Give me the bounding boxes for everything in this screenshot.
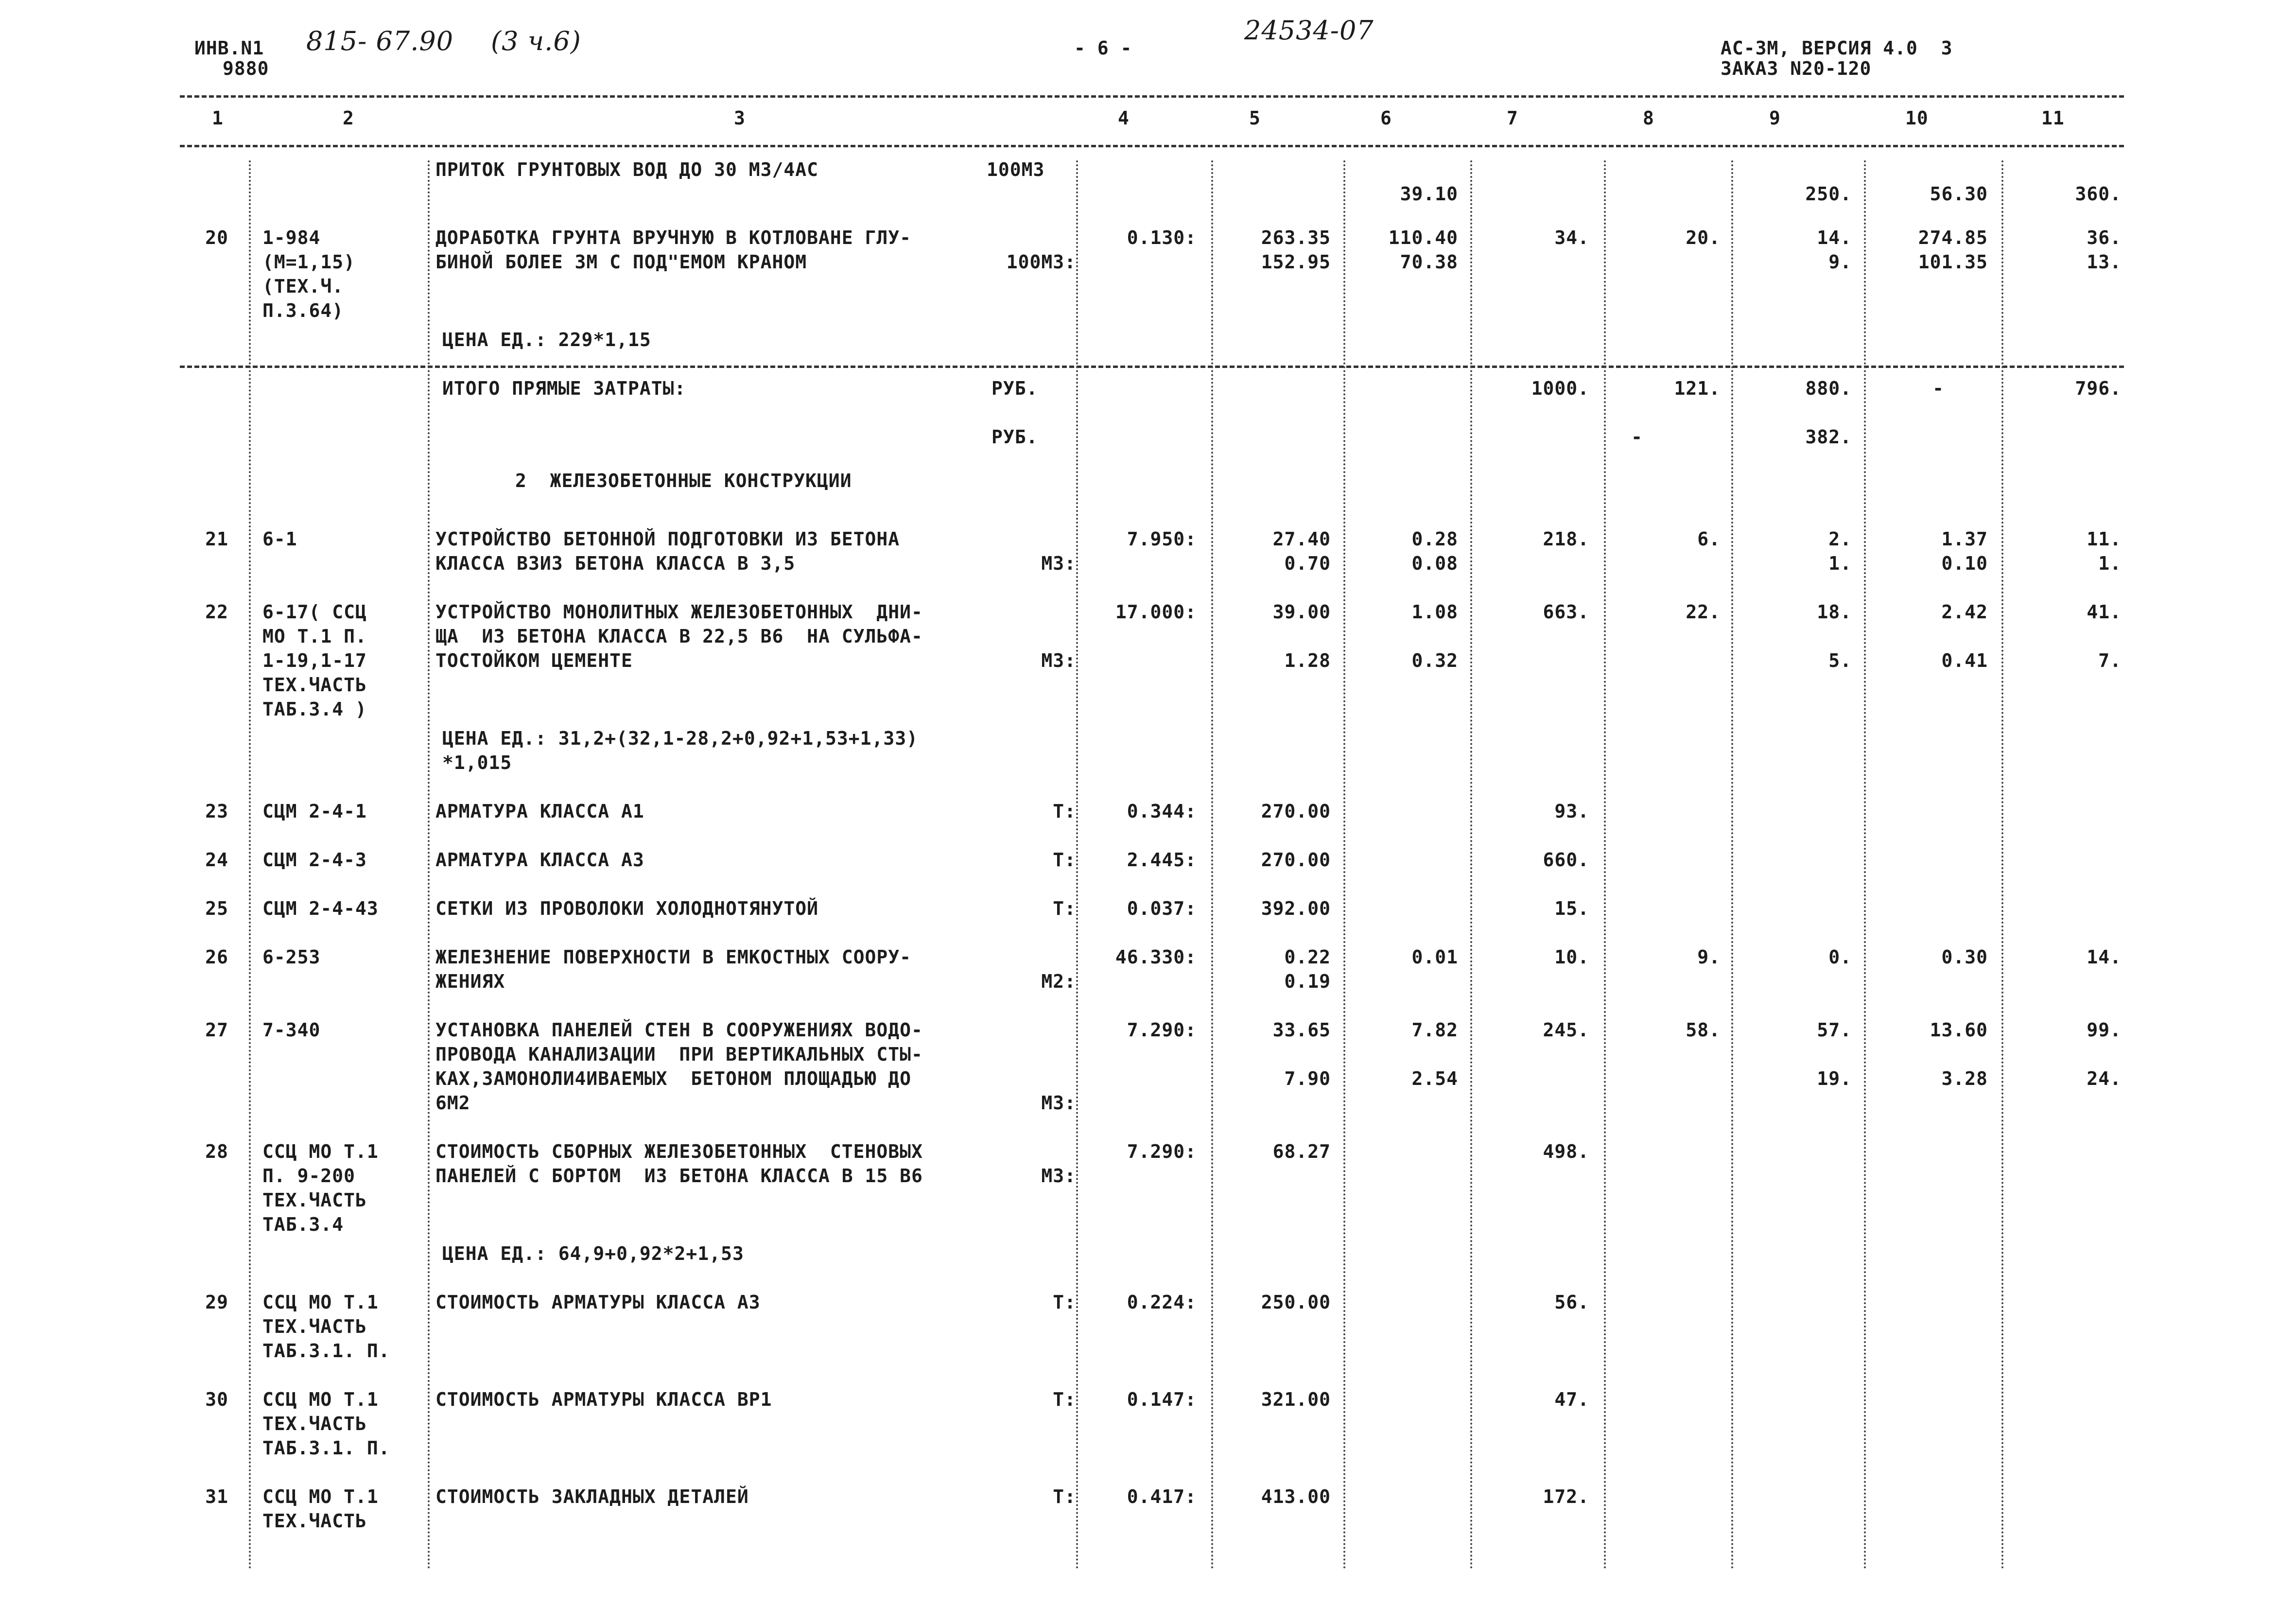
order-number: ЗАКАЗ N20-120 — [1721, 58, 1872, 79]
row-unit: Т: — [1053, 1486, 1076, 1507]
cell-c7: 34. — [1554, 227, 1589, 248]
row-code: СЦМ 2-4-3 — [262, 849, 367, 871]
row-code: П.3.64) — [262, 300, 344, 321]
cell-qty: 46.330: — [1115, 946, 1197, 968]
cell-c5: 39.00 — [1272, 601, 1331, 623]
cell-qty: 0.130: — [1127, 227, 1197, 248]
cell-c11: 11. — [2087, 528, 2122, 550]
column-header-11: 11 — [2041, 107, 2065, 129]
column-header-3: 3 — [734, 107, 746, 129]
totals-unit: РУБ. — [991, 378, 1038, 399]
row-unit: М3: — [1041, 1165, 1076, 1187]
cell-c11: 14. — [2087, 946, 2122, 968]
row-code: П. 9-200 — [262, 1165, 356, 1187]
column-separator — [1211, 160, 1216, 1570]
row-unit: Т: — [1053, 849, 1076, 871]
cell-c10-wage: 3.28 — [1941, 1068, 1988, 1089]
row-number: 20 — [205, 227, 228, 248]
cell-c11-wage: 24. — [2087, 1068, 2122, 1089]
row-code: МО Т.1 П. — [262, 626, 367, 647]
page-number: - 6 - — [1074, 37, 1132, 59]
row-text: ДОРАБОТКА ГРУНТА ВРУЧНУЮ В КОТЛОВАНЕ ГЛУ- — [435, 227, 911, 248]
cell-c11-wage: 1. — [2098, 553, 2122, 574]
cell-c6: 0.01 — [1411, 946, 1458, 968]
cell-c5: 270.00 — [1261, 801, 1331, 822]
column-separator — [1604, 160, 1609, 1570]
handwritten-code: 815- 67.90 — [306, 26, 454, 56]
totals-label: ИТОГО ПРЯМЫЕ ЗАТРАТЫ: — [442, 378, 686, 399]
row-text: УСТАНОВКА ПАНЕЛЕЙ СТЕН В СООРУЖЕНИЯХ ВОДО- — [435, 1019, 923, 1041]
cell-c10: 274.85 — [1918, 227, 1988, 248]
row-code: 7-340 — [262, 1019, 321, 1041]
cell-qty: 0.037: — [1127, 898, 1197, 919]
column-separator — [249, 160, 254, 1570]
row-number: 24 — [205, 849, 228, 871]
row-code: ССЦ МО Т.1 — [262, 1292, 379, 1313]
cell-c7: 663. — [1543, 601, 1589, 623]
cell-qty: 7.950: — [1127, 528, 1197, 550]
cell-c5-wage: 0.70 — [1284, 553, 1331, 574]
cell-c5-wage: 152.95 — [1261, 251, 1331, 273]
cell-c5: 321.00 — [1261, 1389, 1331, 1410]
cell-c10-wage: 101.35 — [1918, 251, 1988, 273]
cell-c9: 14. — [1817, 227, 1852, 248]
handwritten-doc-number: 24534-07 — [1244, 15, 1374, 46]
cell-c9: 57. — [1817, 1019, 1852, 1041]
row-text: ТОСТОЙКОМ ЦЕМЕНТЕ — [435, 650, 633, 671]
row-text: ПРИТОК ГРУНТОВЫХ ВОД ДО 30 М3/4АС — [435, 159, 818, 180]
cell-c7: 172. — [1543, 1486, 1589, 1507]
column-header-8: 8 — [1643, 107, 1654, 129]
cell-c11-wage: 13. — [2087, 251, 2122, 273]
column-separator — [1470, 160, 1475, 1570]
cell-c6-wage: 0.32 — [1411, 650, 1458, 671]
totals-rule — [180, 366, 2124, 368]
cell-c11: 41. — [2087, 601, 2122, 623]
cell-c10: 0.30 — [1941, 946, 1988, 968]
cell-qty: 0.224: — [1127, 1292, 1197, 1313]
row-code: ТАБ.3.4 — [262, 1214, 344, 1235]
cell-c10: 56.30 — [1930, 183, 1988, 205]
cell-c6: 1.08 — [1411, 601, 1458, 623]
cell-qty: 0.417: — [1127, 1486, 1197, 1507]
cell-c5-wage: 1.28 — [1284, 650, 1331, 671]
cell-c10-wage: 0.10 — [1941, 553, 1988, 574]
row-text: СТОИМОСТЬ СБОРНЫХ ЖЕЛЕЗОБЕТОННЫХ СТЕНОВЫХ — [435, 1141, 923, 1162]
row-text: СТОИМОСТЬ АРМАТУРЫ КЛАССА А3 — [435, 1292, 761, 1313]
totals-c8: 121. — [1674, 378, 1721, 399]
cell-c6-wage: 70.38 — [1400, 251, 1458, 273]
column-separator — [1076, 160, 1081, 1570]
cell-c5: 27.40 — [1272, 528, 1331, 550]
row-text: КАХ,ЗАМОНОЛИ4ИВАЕМЫХ БЕТОНОМ ПЛОЩАДЬЮ ДО — [435, 1068, 911, 1089]
inv-label: ИНВ.N1 — [194, 37, 264, 59]
row-code: ТЕХ.ЧАСТЬ — [262, 1413, 367, 1434]
row-text: АРМАТУРА КЛАССА А3 — [435, 849, 644, 871]
unit-price: *1,015 — [442, 752, 512, 773]
cell-c9-wage: 19. — [1817, 1068, 1852, 1089]
totals-c10: - — [1932, 378, 1944, 399]
cell-c8: 9. — [1697, 946, 1721, 968]
row-text: ПРОВОДА КАНАЛИЗАЦИИ ПРИ ВЕРТИКАЛЬНЫХ СТЫ- — [435, 1044, 923, 1065]
row-code: ТЕХ.ЧАСТЬ — [262, 1316, 367, 1337]
row-code: СЦМ 2-4-1 — [262, 801, 367, 822]
cell-c6: 0.28 — [1411, 528, 1458, 550]
cell-c6: 39.10 — [1400, 183, 1458, 205]
row-text: БИНОЙ БОЛЕЕ 3М С ПОД"ЕМОМ КРАНОМ — [435, 251, 807, 273]
row-number: 22 — [205, 601, 228, 623]
column-header-1: 1 — [212, 107, 224, 129]
cell-c7: 660. — [1543, 849, 1589, 871]
column-separator — [1864, 160, 1869, 1570]
column-header-10: 10 — [1905, 107, 1929, 129]
row-code: СЦМ 2-4-43 — [262, 898, 379, 919]
row-text: АРМАТУРА КЛАССА А1 — [435, 801, 644, 822]
row-number: 28 — [205, 1141, 228, 1162]
cell-qty: 7.290: — [1127, 1019, 1197, 1041]
cell-qty: 0.147: — [1127, 1389, 1197, 1410]
row-number: 27 — [205, 1019, 228, 1041]
cell-c9-wage: 9. — [1828, 251, 1852, 273]
row-code: ССЦ МО Т.1 — [262, 1486, 379, 1507]
totals-c11: 796. — [2075, 378, 2122, 399]
row-unit: М2: — [1041, 971, 1076, 992]
section-title: 2 ЖЕЛЕЗОБЕТОННЫЕ КОНСТРУКЦИИ — [515, 470, 852, 491]
row-text: СЕТКИ ИЗ ПРОВОЛОКИ ХОЛОДНОТЯНУТОЙ — [435, 898, 818, 919]
row-code: ТЕХ.ЧАСТЬ — [262, 1510, 367, 1532]
cell-c8: 58. — [1686, 1019, 1721, 1041]
cell-c5: 250.00 — [1261, 1292, 1331, 1313]
cell-c8: 20. — [1686, 227, 1721, 248]
row-text: СТОИМОСТЬ АРМАТУРЫ КЛАССА ВР1 — [435, 1389, 772, 1410]
column-separator — [1343, 160, 1348, 1570]
totals-unit-2: РУБ. — [991, 426, 1038, 448]
cell-c9-wage: 5. — [1828, 650, 1852, 671]
column-separator — [428, 160, 433, 1570]
column-header-2: 2 — [343, 107, 354, 129]
row-code: 6-1 — [262, 528, 297, 550]
cell-c5: 263.35 — [1261, 227, 1331, 248]
handwritten-part: (3 ч.6) — [491, 26, 581, 56]
cell-c10: 13.60 — [1930, 1019, 1988, 1041]
cell-c11: 36. — [2087, 227, 2122, 248]
row-text: ПАНЕЛЕЙ С БОРТОМ ИЗ БЕТОНА КЛАССА В 15 В6 — [435, 1165, 923, 1187]
cell-c5: 413.00 — [1261, 1486, 1331, 1507]
row-number: 26 — [205, 946, 228, 968]
row-text: СТОИМОСТЬ ЗАКЛАДНЫХ ДЕТАЛЕЙ — [435, 1486, 749, 1507]
cell-c11: 99. — [2087, 1019, 2122, 1041]
cell-c5: 33.65 — [1272, 1019, 1331, 1041]
cell-c7: 245. — [1543, 1019, 1589, 1041]
row-code: 6-17( ССЦ — [262, 601, 367, 623]
column-header-9: 9 — [1769, 107, 1781, 129]
row-text: ЖЕЛЕЗНЕНИЕ ПОВЕРХНОСТИ В ЕМКОСТНЫХ СООРУ- — [435, 946, 911, 968]
cell-c7: 498. — [1543, 1141, 1589, 1162]
inv-number: 9880 — [223, 58, 269, 79]
cell-c9: 18. — [1817, 601, 1852, 623]
totals-c9-2: 382. — [1805, 426, 1852, 448]
cell-c7: 10. — [1554, 946, 1589, 968]
row-text: 6М2 — [435, 1092, 470, 1114]
row-unit: М3: — [1041, 1092, 1076, 1114]
cell-c5-wage: 7.90 — [1284, 1068, 1331, 1089]
row-unit: 100М3: — [1006, 251, 1076, 273]
totals-c7: 1000. — [1531, 378, 1589, 399]
unit-price: ЦЕНА ЕД.: 31,2+(32,1-28,2+0,92+1,53+1,33) — [442, 728, 918, 749]
row-number: 21 — [205, 528, 228, 550]
cell-c5: 270.00 — [1261, 849, 1331, 871]
row-code: ТЕХ.ЧАСТЬ — [262, 674, 367, 696]
row-code: ТАБ.3.4 ) — [262, 699, 367, 720]
cell-c6-wage: 0.08 — [1411, 553, 1458, 574]
cell-c11: 360. — [2075, 183, 2122, 205]
row-code: (М=1,15) — [262, 251, 356, 273]
row-number: 29 — [205, 1292, 228, 1313]
column-header-5: 5 — [1249, 107, 1261, 129]
row-code: (ТЕХ.Ч. — [262, 276, 344, 297]
header-rule — [180, 145, 2124, 147]
row-text: ЩА ИЗ БЕТОНА КЛАССА В 22,5 В6 НА СУЛЬФА- — [435, 626, 923, 647]
row-number: 23 — [205, 801, 228, 822]
cell-c6-wage: 2.54 — [1411, 1068, 1458, 1089]
row-text: УСТРОЙСТВО МОНОЛИТНЫХ ЖЕЛЕЗОБЕТОННЫХ ДНИ- — [435, 601, 923, 623]
row-code: 6-253 — [262, 946, 321, 968]
cell-c5: 68.27 — [1272, 1141, 1331, 1162]
program-version: АС-3М, ВЕРСИЯ 4.0 3 — [1721, 37, 1953, 59]
row-unit: 100М3 — [987, 159, 1045, 180]
column-separator — [2001, 160, 2006, 1570]
cell-c7: 56. — [1554, 1292, 1589, 1313]
row-code: ТАБ.3.1. П. — [262, 1437, 390, 1459]
cell-c7: 93. — [1554, 801, 1589, 822]
column-separator — [1731, 160, 1736, 1570]
row-text: УСТРОЙСТВО БЕТОННОЙ ПОДГОТОВКИ ИЗ БЕТОНА — [435, 528, 900, 550]
row-text: ЖЕНИЯХ — [435, 971, 505, 992]
cell-c9: 0. — [1828, 946, 1852, 968]
cell-c10-wage: 0.41 — [1941, 650, 1988, 671]
totals-c8-2: - — [1631, 426, 1643, 448]
row-number: 30 — [205, 1389, 228, 1410]
cell-qty: 2.445: — [1127, 849, 1197, 871]
cell-c11-wage: 7. — [2098, 650, 2122, 671]
cell-c5: 0.22 — [1284, 946, 1331, 968]
cell-c10: 2.42 — [1941, 601, 1988, 623]
row-unit: Т: — [1053, 1389, 1076, 1410]
cell-c7: 218. — [1543, 528, 1589, 550]
row-text: КЛАССА В3ИЗ БЕТОНА КЛАССА В 3,5 — [435, 553, 796, 574]
row-unit: Т: — [1053, 898, 1076, 919]
cell-c7: 47. — [1554, 1389, 1589, 1410]
column-header-7: 7 — [1507, 107, 1518, 129]
row-code: ТЕХ.ЧАСТЬ — [262, 1189, 367, 1211]
cell-qty: 7.290: — [1127, 1141, 1197, 1162]
cell-c9-wage: 1. — [1828, 553, 1852, 574]
cell-c5: 392.00 — [1261, 898, 1331, 919]
cell-c9: 2. — [1828, 528, 1852, 550]
cell-qty: 17.000: — [1115, 601, 1197, 623]
row-unit: Т: — [1053, 1292, 1076, 1313]
cell-c8: 6. — [1697, 528, 1721, 550]
row-code: 1-19,1-17 — [262, 650, 367, 671]
row-unit: М3: — [1041, 553, 1076, 574]
row-number: 25 — [205, 898, 228, 919]
row-code: ТАБ.3.1. П. — [262, 1340, 390, 1362]
row-code: 1-984 — [262, 227, 321, 248]
cell-c6: 110.40 — [1388, 227, 1458, 248]
cell-c5-wage: 0.19 — [1284, 971, 1331, 992]
row-unit: М3: — [1041, 650, 1076, 671]
cell-c6: 7.82 — [1411, 1019, 1458, 1041]
cell-qty: 0.344: — [1127, 801, 1197, 822]
row-unit: Т: — [1053, 801, 1076, 822]
unit-price: ЦЕНА ЕД.: 64,9+0,92*2+1,53 — [442, 1243, 744, 1264]
cell-c8: 22. — [1686, 601, 1721, 623]
cell-c10: 1.37 — [1941, 528, 1988, 550]
top-rule — [180, 95, 2124, 98]
cell-c9: 250. — [1805, 183, 1852, 205]
column-header-4: 4 — [1118, 107, 1130, 129]
totals-c9: 880. — [1805, 378, 1852, 399]
column-header-6: 6 — [1380, 107, 1392, 129]
row-code: ССЦ МО Т.1 — [262, 1141, 379, 1162]
unit-price: ЦЕНА ЕД.: 229*1,15 — [442, 329, 651, 350]
row-number: 31 — [205, 1486, 228, 1507]
cell-c7: 15. — [1554, 898, 1589, 919]
row-code: ССЦ МО Т.1 — [262, 1389, 379, 1410]
